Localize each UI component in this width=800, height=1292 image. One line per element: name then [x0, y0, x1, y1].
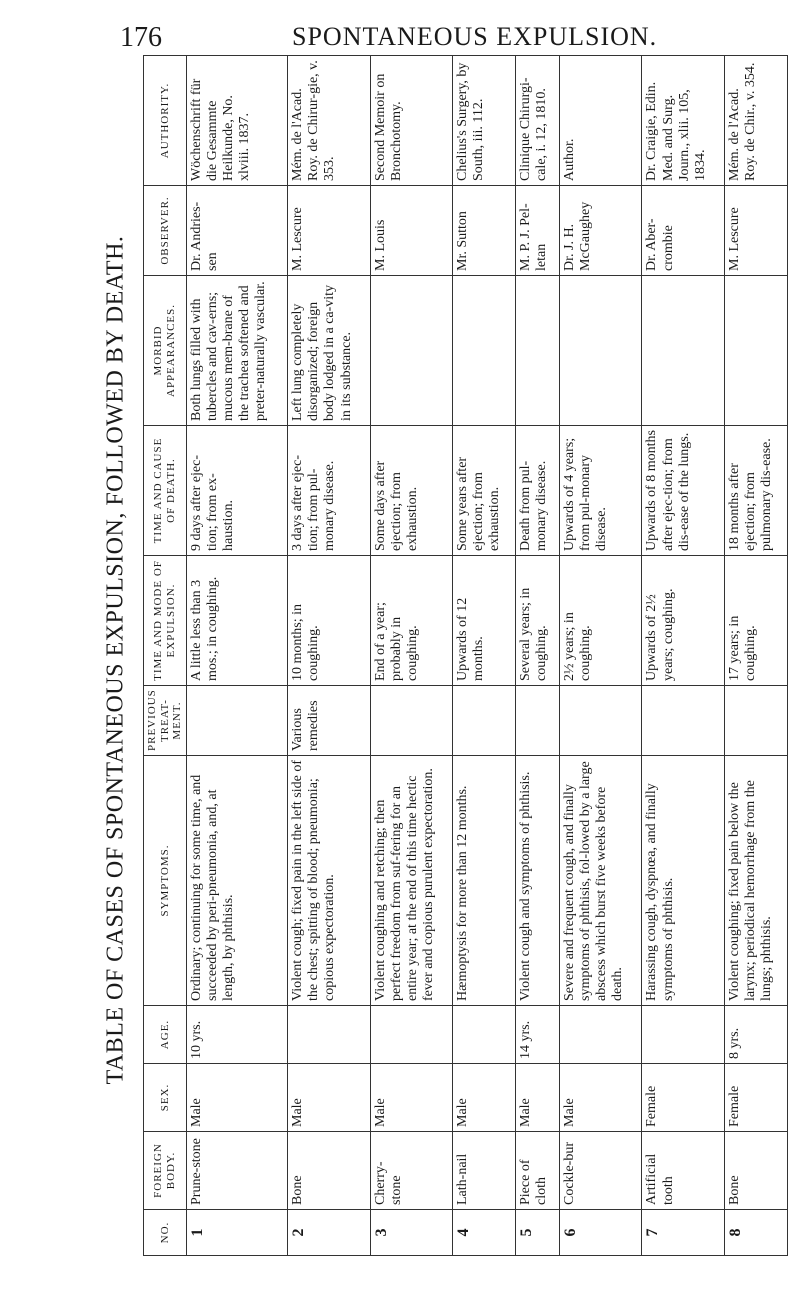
- cell-symptoms: Violent coughing and retching; then perfect freedom from suf-fering for an entire year; at the end of this time hectic fever and copious purulent expectoration.: [370, 756, 452, 1006]
- cell-foreign-body: Bone: [288, 1132, 370, 1210]
- cell-morbid: Both lungs filled with tubercles and cav-erns; mucous mem-brane of the trachea softened and preter-naturally vascular.: [186, 276, 287, 426]
- cell-expulsion: 17 years; in coughing.: [724, 556, 787, 686]
- col-header-foreign-body: FOREIGN BODY.: [144, 1132, 187, 1210]
- cell-death: 18 months after ejection; from pulmonary dis-ease.: [724, 426, 787, 556]
- cell-expulsion: A little less than 3 mos.; in coughing.: [186, 556, 287, 686]
- cell-no: 6: [560, 1210, 642, 1256]
- cell-treatment: [724, 686, 787, 756]
- cell-no: 2: [288, 1210, 370, 1256]
- cell-authority: Mém. de l'Acad. Roy. de Chirur-gie, v. 353.: [288, 56, 370, 186]
- cell-authority: Author.: [560, 56, 642, 186]
- cell-sex: Male: [186, 1064, 287, 1132]
- col-header-age: AGE.: [144, 1006, 187, 1064]
- cell-expulsion: Several years; in coughing.: [516, 556, 560, 686]
- cell-authority: Dr. Craigie, Edin. Med. and Surg. Journ., xlii. 105, 1834.: [642, 56, 724, 186]
- cell-foreign-body: Piece of cloth: [516, 1132, 560, 1210]
- cell-expulsion: Upwards of 12 months.: [452, 556, 515, 686]
- cell-treatment: [452, 686, 515, 756]
- table-row: [560, 56, 642, 1256]
- col-header-sex: SEX.: [144, 1064, 187, 1132]
- col-header-expulsion: TIME AND MODE OF EXPULSION.: [144, 556, 187, 686]
- cell-symptoms: Harassing cough, dyspnœa, and finally symptoms of phthisis.: [642, 756, 724, 1006]
- page-number: 176: [120, 22, 162, 53]
- cell-no: 3: [370, 1210, 452, 1256]
- cases-table: [143, 55, 788, 1256]
- cell-symptoms: Violent coughing; fixed pain below the larynx; periodical hemorrhage from the lungs; phthisis.: [724, 756, 787, 1006]
- header-row: [144, 56, 187, 1256]
- cell-expulsion: End of a year; probably in coughing.: [370, 556, 452, 686]
- col-header-no: NO.: [144, 1210, 187, 1256]
- table-row: [516, 56, 560, 1256]
- cell-morbid: [724, 276, 787, 426]
- cell-treatment: [186, 686, 287, 756]
- cell-symptoms: Severe and frequent cough, and finally symptoms of phthisis, fol-lowed by a large abscess which burst five weeks before death.: [560, 756, 642, 1006]
- cell-age: [452, 1006, 515, 1064]
- cell-no: 7: [642, 1210, 724, 1256]
- cell-no: 4: [452, 1210, 515, 1256]
- cell-treatment: Various remedies: [288, 686, 370, 756]
- cell-observer: Mr. Sutton: [452, 186, 515, 276]
- cell-authority: Chelius's Surgery, by South, iii. 112.: [452, 56, 515, 186]
- cell-sex: Male: [452, 1064, 515, 1132]
- cell-foreign-body: Lath-nail: [452, 1132, 515, 1210]
- table-body: [186, 56, 787, 1256]
- col-header-observer: OBSERVER.: [144, 186, 187, 276]
- cell-observer: Dr. J. H. McGaughey: [560, 186, 642, 276]
- cell-expulsion: Upwards of 2½ years; coughing.: [642, 556, 724, 686]
- cell-sex: Male: [560, 1064, 642, 1132]
- col-header-treatment: PREVIOUS TREAT-MENT.: [144, 686, 187, 756]
- cell-morbid: [452, 276, 515, 426]
- cell-morbid: [560, 276, 642, 426]
- cell-treatment: [642, 686, 724, 756]
- cell-observer: M. Louis: [370, 186, 452, 276]
- cell-observer: Dr. Aber-crombie: [642, 186, 724, 276]
- cell-death: Death from pul-monary disease.: [516, 426, 560, 556]
- rotated-table: [143, 56, 788, 1256]
- cell-age: [560, 1006, 642, 1064]
- table-row: [642, 56, 724, 1256]
- cell-authority: Mém. de l'Acad. Roy. de Chir., v. 354.: [724, 56, 787, 186]
- cell-sex: Male: [370, 1064, 452, 1132]
- cell-foreign-body: Cockle-bur: [560, 1132, 642, 1210]
- cell-no: 5: [516, 1210, 560, 1256]
- running-head: SPONTANEOUS EXPULSION.: [292, 22, 658, 51]
- table-row: [370, 56, 452, 1256]
- cell-sex: Male: [288, 1064, 370, 1132]
- cell-death: Some days after ejection; from exhaustion.: [370, 426, 452, 556]
- cell-death: Upwards of 8 months after ejec-tion; from dis-ease of the lungs.: [642, 426, 724, 556]
- cell-authority: Wöchenschrift für die Gesammte Heilkunde, No. xlviii. 1837.: [186, 56, 287, 186]
- cell-expulsion: 10 months; in coughing.: [288, 556, 370, 686]
- cell-morbid: [642, 276, 724, 426]
- table-row: [186, 56, 287, 1256]
- cell-treatment: [516, 686, 560, 756]
- cell-foreign-body: Prune-stone: [186, 1132, 287, 1210]
- cell-death: Upwards of 4 years; from pul-monary disease.: [560, 426, 642, 556]
- col-header-authority: AUTHORITY.: [144, 56, 187, 186]
- col-header-morbid: MORBID APPEARANCES.: [144, 276, 187, 426]
- table-row: [452, 56, 515, 1256]
- cell-observer: M. Lescure: [724, 186, 787, 276]
- cell-symptoms: Violent cough and symptoms of phthisis.: [516, 756, 560, 1006]
- cell-morbid: [370, 276, 452, 426]
- cell-sex: Female: [724, 1064, 787, 1132]
- cell-expulsion: 2½ years; in coughing.: [560, 556, 642, 686]
- cell-age: [288, 1006, 370, 1064]
- cell-authority: Clinique Chirurgi-cale, i. 12, 1810.: [516, 56, 560, 186]
- cell-observer: M. Lescure: [288, 186, 370, 276]
- cell-age: [642, 1006, 724, 1064]
- table-caption: [98, 70, 134, 1250]
- cell-death: 3 days after ejec-tion; from pul-monary disease.: [288, 426, 370, 556]
- cell-foreign-body: Cherry-stone: [370, 1132, 452, 1210]
- cell-symptoms: Hæmoptysis for more than 12 months.: [452, 756, 515, 1006]
- cell-sex: Male: [516, 1064, 560, 1132]
- cell-no: 1: [186, 1210, 287, 1256]
- cell-symptoms: Violent cough; fixed pain in the left side of the chest; spitting of blood; pneumonia; copious expectoration.: [288, 756, 370, 1006]
- cell-foreign-body: Bone: [724, 1132, 787, 1210]
- cell-death: Some years after ejection; from exhaustion.: [452, 426, 515, 556]
- cell-observer: M. P. J. Pel-letan: [516, 186, 560, 276]
- col-header-symptoms: SYMPTOMS.: [144, 756, 187, 1006]
- cell-age: 14 yrs.: [516, 1006, 560, 1064]
- cell-death: 9 days after ejec-tion; from ex-haustion.: [186, 426, 287, 556]
- cell-foreign-body: Artificial tooth: [642, 1132, 724, 1210]
- cell-treatment: [560, 686, 642, 756]
- table-row: [288, 56, 370, 1256]
- cell-observer: Dr. Andries-sen: [186, 186, 287, 276]
- table-caption-text: TABLE OF CASES OF SPONTANEOUS EXPULSION, FOLLOWED BY DEATH.: [102, 235, 129, 1085]
- cell-symptoms: Ordinary; continuing for some time, and succeeded by peri-pneumonia, and, at length, by phthisis.: [186, 756, 287, 1006]
- cell-age: [370, 1006, 452, 1064]
- cell-authority: Second Memoir on Bronchotomy.: [370, 56, 452, 186]
- cell-morbid: [516, 276, 560, 426]
- cell-age: 10 yrs.: [186, 1006, 287, 1064]
- table-row: [724, 56, 787, 1256]
- cell-no: 8: [724, 1210, 787, 1256]
- cell-treatment: [370, 686, 452, 756]
- cell-age: 8 yrs.: [724, 1006, 787, 1064]
- col-header-death: TIME AND CAUSE OF DEATH.: [144, 426, 187, 556]
- cell-sex: Female: [642, 1064, 724, 1132]
- cell-morbid: Left lung completely disorganized; foreign body lodged in a ca-vity in its substance.: [288, 276, 370, 426]
